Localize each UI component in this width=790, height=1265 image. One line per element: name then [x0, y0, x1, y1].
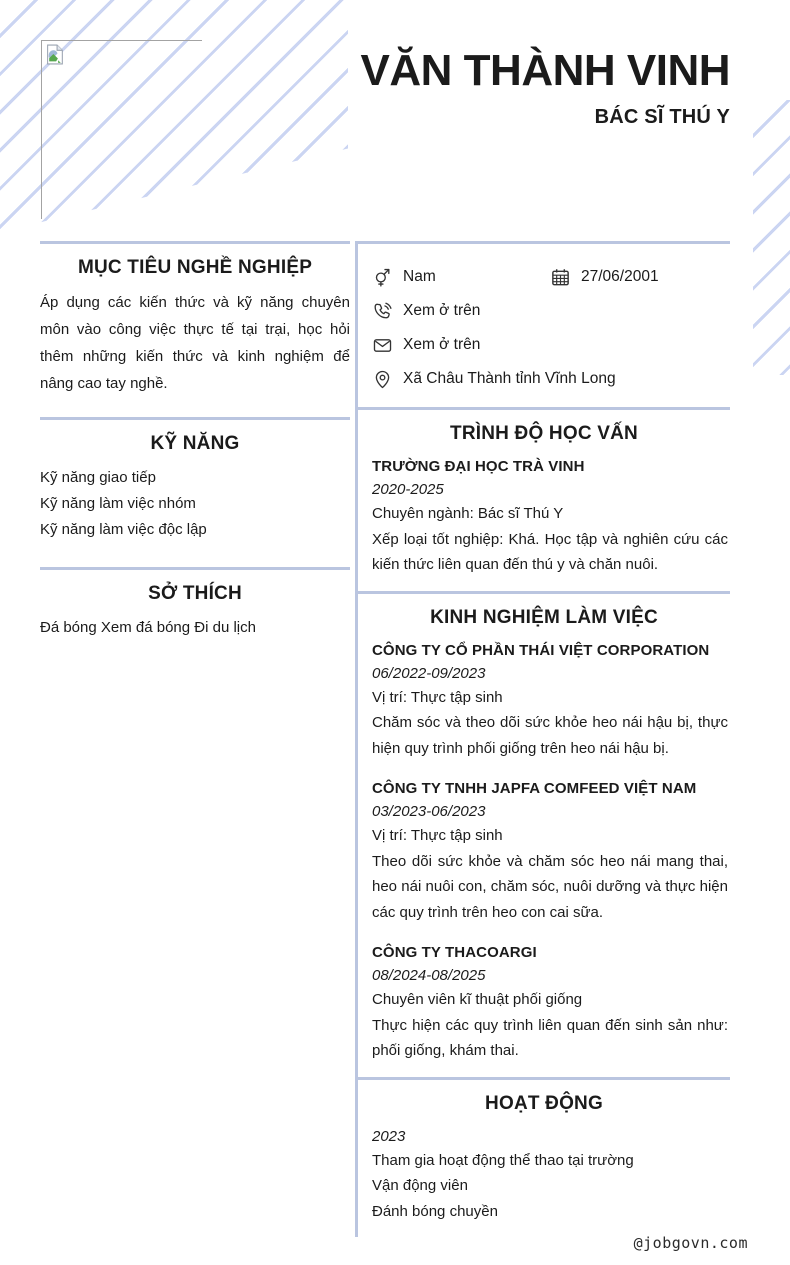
candidate-name: VĂN THÀNH VINH — [360, 46, 730, 95]
skill-item: Kỹ năng làm việc nhóm — [40, 495, 196, 512]
info-row-address — [372, 362, 730, 396]
experience-title: KINH NGHIỆM LÀM VIỆC — [430, 606, 658, 628]
experience-role: Chuyên viên kĩ thuật phối giống — [372, 991, 583, 1008]
broken-image-icon — [45, 44, 66, 65]
skills-title: KỸ NĂNG — [150, 433, 240, 454]
right-column — [358, 241, 730, 1237]
activity-line: Đánh bóng chuyền — [372, 1202, 498, 1220]
left-column — [40, 241, 350, 1237]
company-name: CÔNG TY TNHH JAPFA COMFEED VIỆT NAM — [372, 780, 697, 797]
education-title: TRÌNH ĐỘ HỌC VẤN — [450, 423, 638, 444]
address-value: Xã Châu Thành tỉnh Vĩnh Long — [403, 370, 616, 387]
photo-placeholder — [41, 40, 202, 219]
activity-entry — [372, 1125, 728, 1225]
experience-description: Theo dõi sức khỏe và chăm sóc heo nái mang thai, heo nái nuôi con, chăm sóc, nuôi dưỡng và thực hiện các quy trình trên heo con cai sữa. — [372, 852, 728, 921]
activity-line: Vận động viên — [372, 1177, 468, 1194]
experience-description: Thực hiện các quy trình liên quan đến sinh sản như: phối giống, khám thai. — [372, 1016, 728, 1059]
candidate-job-title: BÁC SĨ THÚ Y — [594, 106, 730, 129]
education-period: 2020-2025 — [372, 481, 444, 498]
skill-item: Kỹ năng làm việc độc lập — [40, 521, 207, 538]
info-row-phone — [372, 294, 730, 328]
section-education — [358, 407, 730, 591]
education-entry — [372, 455, 728, 578]
phone-icon — [372, 301, 393, 322]
phone-value: Xem ở trên — [403, 302, 481, 319]
location-pin-icon — [372, 369, 393, 390]
diagonal-stripes-right — [753, 100, 790, 375]
section-skills — [40, 417, 350, 567]
activity-line: Tham gia hoạt động thể thao tại trường — [372, 1151, 634, 1169]
hobbies-body: Đá bóng Xem đá bóng Đi du lịch — [40, 619, 256, 636]
company-name: CÔNG TY CỔ PHẦN THÁI VIỆT CORPORATION — [372, 641, 710, 659]
experience-role: Vị trí: Thực tập sinh — [372, 827, 503, 844]
info-row-gender-dob — [372, 260, 730, 294]
experience-period: 08/2024-08/2025 — [372, 967, 486, 984]
experience-role: Vị trí: Thực tập sinh — [372, 688, 503, 706]
experience-entry — [372, 777, 728, 925]
gender-icon — [372, 267, 393, 288]
skills-list — [40, 465, 350, 567]
info-row-email — [372, 328, 730, 362]
body-columns — [40, 241, 730, 1237]
activities-content — [358, 1125, 730, 1238]
experience-entry — [372, 639, 728, 762]
dob-value: 27/06/2001 — [581, 268, 659, 285]
hobbies-title: SỞ THÍCH — [148, 583, 242, 604]
gender-value: Nam — [403, 268, 436, 285]
school-name: TRƯỜNG ĐẠI HỌC TRÀ VINH — [372, 458, 585, 475]
email-value: Xem ở trên — [403, 336, 481, 353]
gender-cell — [372, 267, 550, 288]
experience-content — [358, 639, 730, 1077]
experience-period: 03/2023-06/2023 — [372, 803, 486, 820]
objective-title: MỤC TIÊU NGHỀ NGHIỆP — [77, 257, 313, 278]
activity-period: 2023 — [372, 1127, 406, 1145]
section-objective — [40, 241, 350, 417]
company-name: CÔNG TY THACOARGI — [372, 944, 537, 961]
email-icon — [372, 335, 393, 356]
section-experience — [358, 591, 730, 1077]
experience-description: Chăm sóc và theo dõi sức khỏe heo nái hậu bị, thực hiện quy trình phối giống trên heo nái hậu bị. — [372, 714, 728, 757]
dob-cell — [550, 267, 659, 288]
education-major: Chuyên ngành: Bác sĩ Thú Y — [372, 505, 564, 522]
objective-body: Áp dụng các kiến thức và kỹ năng chuyên môn vào công việc thực tế tại trại, học hỏi thêm những kiến thức và kinh nghiệm để nâng cao tay nghề. — [40, 294, 350, 392]
section-hobbies — [40, 567, 350, 659]
education-content — [358, 455, 730, 591]
calendar-icon — [550, 267, 571, 288]
activities-title: HOẠT ĐỘNG — [485, 1092, 603, 1114]
header — [361, 46, 730, 129]
experience-period: 06/2022-09/2023 — [372, 664, 486, 682]
section-personal-info — [358, 241, 730, 407]
skill-item: Kỹ năng giao tiếp — [40, 469, 156, 486]
personal-info — [358, 244, 730, 407]
watermark: @jobgovn.com — [633, 1234, 748, 1252]
section-activities — [358, 1077, 730, 1238]
education-detail: Xếp loại tốt nghiệp: Khá. Học tập và nghiên cứu các kiến thức liên quan đến thú y và chăn nuôi. — [372, 530, 728, 573]
experience-entry — [372, 941, 728, 1064]
